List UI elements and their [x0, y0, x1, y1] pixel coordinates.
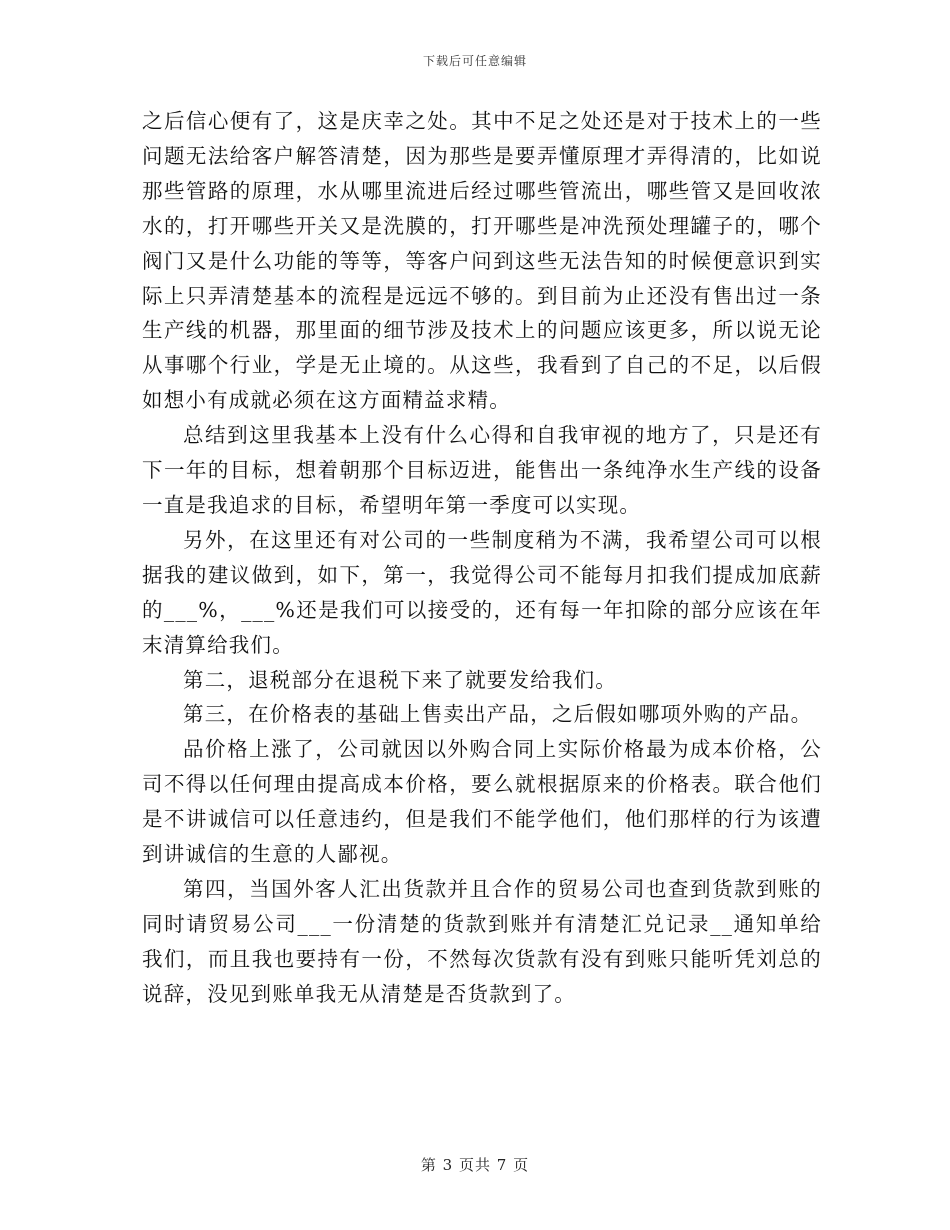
paragraph-7: 第四，当国外客人汇出货款并且合作的贸易公司也查到货款到账的同时请贸易公司___一份清楚的货款到账并有清楚汇兑记录__通知单给我们，而且我也要持有一份，不然每次货款有没有到账只能听凭刘总的说辞，没见到账单我无从清楚是否货款到了。	[142, 876, 822, 1006]
paragraph-4: 第二，退税部分在退税下来了就要发给我们。	[183, 667, 617, 692]
page-footer: 第 3 页共 7 页	[420, 1156, 530, 1174]
paragraph-1: 之后信心便有了，这是庆幸之处。其中不足之处还是对于技术上的一些问题无法给客户解答清楚，因为那些是要弄懂原理才弄得清的，比如说那些管路的原理，水从哪里流进后经过哪些管流出，哪些管又是回收浓水的，打开哪些开关又是洗膜的，打开哪些是冲洗预处理罐子的，哪个阀门又是什么功能的等等，等客户问到这些无法告知的时候便意识到实际上只弄清楚基本的流程是远远不够的。到目前为止还没有售出过一条生产线的机器，那里面的细节涉及技术上的问题应该更多，所以说无论从事哪个行业，学是无止境的。从这些，我看到了自己的不足，以后假如想小有成就必须在这方面精益求精。	[142, 109, 822, 413]
paragraph-5: 第三，在价格表的基础上售卖出产品，之后假如哪项外购的产品。	[183, 702, 813, 727]
paragraph-3: 另外，在这里还有对公司的一些制度稍为不满，我希望公司可以根据我的建议做到，如下，第一，我觉得公司不能每月扣我们提成加底薪的___%，___%还是我们可以接受的，还有每一年扣除的部分应该在年末清算给我们。	[142, 527, 822, 657]
paragraph-6: 品价格上涨了，公司就因以外购合同上实际价格最为成本价格，公司不得以任何理由提高成本价格，要么就根据原来的价格表。联合他们是不讲诚信可以任意违约，但是我们不能学他们，他们那样的行为该遭到讲诚信的生意的人鄙视。	[142, 737, 822, 867]
paragraph-2: 总结到这里我基本上没有什么心得和自我审视的地方了，只是还有下一年的目标，想着朝那个目标迈进，能售出一条纯净水生产线的设备一直是我追求的目标，希望明年第一季度可以实现。	[142, 423, 822, 517]
page-header: 下载后可任意编辑	[422, 54, 527, 68]
document-body	[142, 104, 822, 1012]
